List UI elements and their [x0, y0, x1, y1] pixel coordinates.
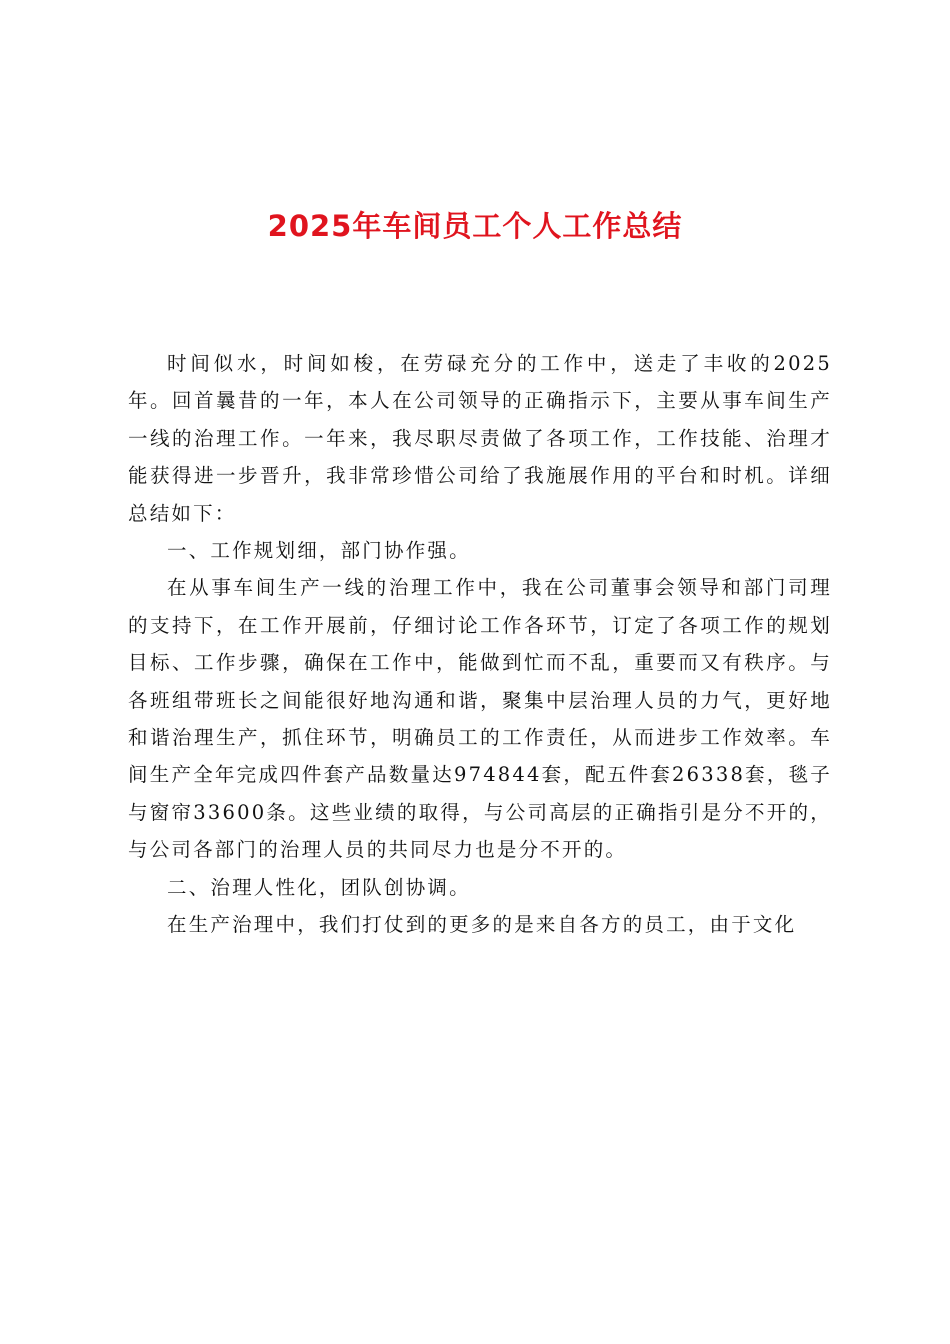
- section-heading-1: 一、工作规划细，部门协作强。: [167, 539, 471, 563]
- paragraph-intro: 时间似水，时间如梭，在劳碌充分的工作中，送走了丰收的2025年。回首曩昔的一年，本人在公司领导的正确指示下，主要从事车间生产一线的治理工作。一年来，我尽职尽责做了各项工作，工作技能、治理才能获得进一步晋升，我非常珍惜公司给了我施展作用的平台和时机。详细总结如下：: [128, 352, 832, 525]
- section-heading-2: 二、治理人性化，团队创协调。: [167, 875, 471, 899]
- paragraph-section-1: 在从事车间生产一线的治理工作中，我在公司董事会领导和部门司理的支持下，在工作开展前，仔细讨论工作各环节，订定了各项工作的规划目标、工作步骤，确保在工作中，能做到忙而不乱，重要而又有秩序。与各班组带班长之间能很好地沟通和谐，聚集中层治理人员的力气，更好地和谐治理生产，抓住环节，明确员工的工作责任，从而进步工作效率。车间生产全年完成四件套产品数量达974844套，配五件套26338套，毯子与窗帘33600条。这些业绩的取得，与公司高层的正确指引是分不开的，与公司各部门的治理人员的共同尽力也是分不开的。: [128, 576, 832, 862]
- paragraph-section-2: 在生产治理中，我们打仗到的更多的是来自各方的员工，由于文化: [167, 913, 797, 937]
- document-title: 2025年车间员工个人工作总结: [267, 209, 683, 243]
- document-body: [128, 345, 832, 944]
